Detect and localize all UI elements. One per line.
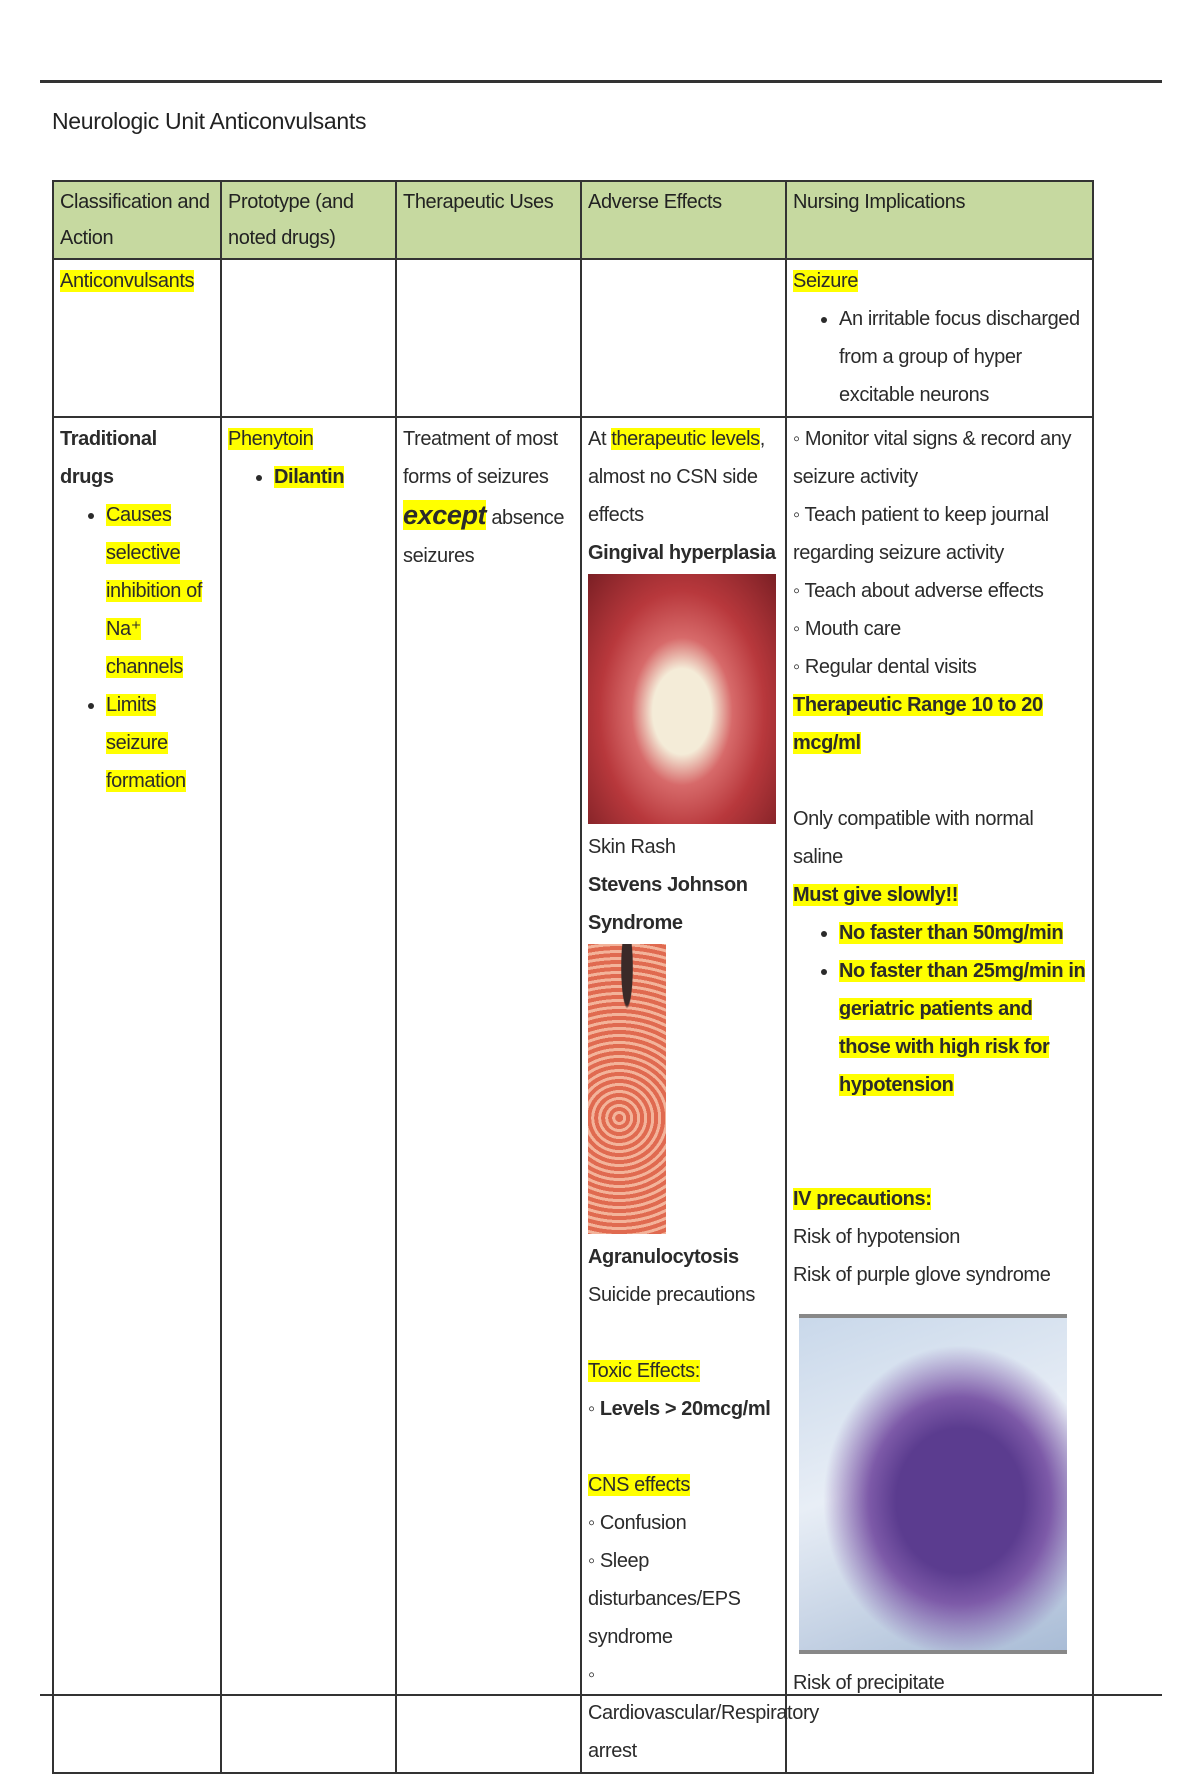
nursing-item-dental: ◦ Regular dental visits <box>793 656 977 678</box>
cell-prototype-phenytoin <box>221 417 396 1773</box>
purple-glove-photo <box>799 1314 1067 1654</box>
gingival-hyperplasia-photo <box>588 574 776 824</box>
uses-text-end: absence seizures <box>403 507 565 567</box>
iv-item-purple-glove: Risk of purple glove syndrome <box>793 1264 1051 1286</box>
header-adverse-effects: Adverse Effects <box>581 181 786 259</box>
seizure-label: Seizure <box>793 270 859 292</box>
table-row-anticonvulsants <box>53 259 1093 417</box>
toxic-effects-heading: Toxic Effects: <box>588 1360 700 1382</box>
bottom-rule <box>40 1694 1162 1696</box>
document-title: Neurologic Unit Anticonvulsants <box>52 108 367 134</box>
agranulocytosis-label: Agranulocytosis <box>588 1246 739 1268</box>
header-therapeutic-uses: Therapeutic Uses <box>396 181 581 259</box>
saline-note: Only compatible with normal saline <box>793 808 1034 868</box>
gingival-hyperplasia-label: Gingival hyperplasia <box>588 542 776 564</box>
cns-item-confusion: ◦ Confusion <box>588 1512 687 1534</box>
nursing-item-vitals: ◦ Monitor vital signs & record any seizure activity <box>793 428 1072 488</box>
precipitate-note: Risk of precipitate <box>793 1672 945 1694</box>
cell-uses-empty <box>396 259 581 417</box>
nursing-item-journal: ◦ Teach patient to keep journal regarding seizure activity <box>793 504 1049 564</box>
cns-effects-heading: CNS effects <box>588 1474 690 1496</box>
rate-bullet-25: • No faster than 25mg/min in geriatric patients and those with high risk for hypotension <box>839 952 1086 1104</box>
stevens-johnson-label: Stevens Johnson Syndrome <box>588 874 748 934</box>
dilantin-bullet: • Dilantin <box>274 458 389 496</box>
cell-adverse-empty <box>581 259 786 417</box>
nursing-item-adverse: ◦ Teach about adverse effects <box>793 580 1044 602</box>
table-row-phenytoin <box>53 417 1093 1773</box>
header-nursing-implications: Nursing Implications <box>786 181 1093 259</box>
phenytoin-label: Phenytoin <box>228 428 314 450</box>
stevens-johnson-photo <box>588 944 666 1234</box>
cell-therapeutic-uses <box>396 417 581 1773</box>
rate-bullet-50: • No faster than 50mg/min <box>839 914 1086 952</box>
action-bullet-limits-seizure: • Limits seizure formation <box>106 686 214 800</box>
give-slowly-note: Must give slowly!! <box>793 884 959 906</box>
skin-rash-label: Skin Rash <box>588 836 676 858</box>
drug-table <box>52 180 1094 1774</box>
header-prototype: Prototype (and noted drugs) <box>221 181 396 259</box>
table-header-row <box>53 181 1093 259</box>
iv-precautions-heading: IV precautions: <box>793 1188 932 1210</box>
cell-nursing <box>786 259 1093 417</box>
cns-item-sleep: ◦ Sleep disturbances/EPS syndrome <box>588 1550 741 1648</box>
suicide-precautions-label: Suicide precautions <box>588 1284 755 1306</box>
anticonvulsants-label: Anticonvulsants <box>60 270 195 292</box>
top-rule <box>40 80 1162 83</box>
toxic-level-item: ◦ Levels > 20mcg/ml <box>588 1398 771 1420</box>
cell-classification-phenytoin <box>53 417 221 1773</box>
header-classification: Classification and Action <box>53 181 221 259</box>
action-bullet-na-channels: • Causes selective inhibition of Na⁺ channels <box>106 496 214 686</box>
nursing-item-mouth-care: ◦ Mouth care <box>793 618 901 640</box>
traditional-drugs-label: Traditional drugs <box>60 428 157 488</box>
cell-classification <box>53 259 221 417</box>
iv-item-hypotension: Risk of hypotension <box>793 1226 960 1248</box>
cell-nursing-implications <box>786 417 1093 1773</box>
cns-item-arrest: ◦ Cardiovascular/Respiratory arrest <box>588 1664 819 1762</box>
uses-except-emphasis: except <box>403 500 487 530</box>
cell-prototype-empty <box>221 259 396 417</box>
cell-adverse-effects <box>581 417 819 1773</box>
therapeutic-range: Therapeutic Range 10 to 20 mcg/ml <box>793 694 1043 754</box>
seizure-definition: • An irritable focus discharged from a group of hyper excitable neurons <box>839 300 1086 414</box>
therapeutic-levels-note: At therapeutic levels, almost no CSN side effects <box>588 428 765 526</box>
uses-text-start: Treatment of most forms of seizures <box>403 428 558 488</box>
